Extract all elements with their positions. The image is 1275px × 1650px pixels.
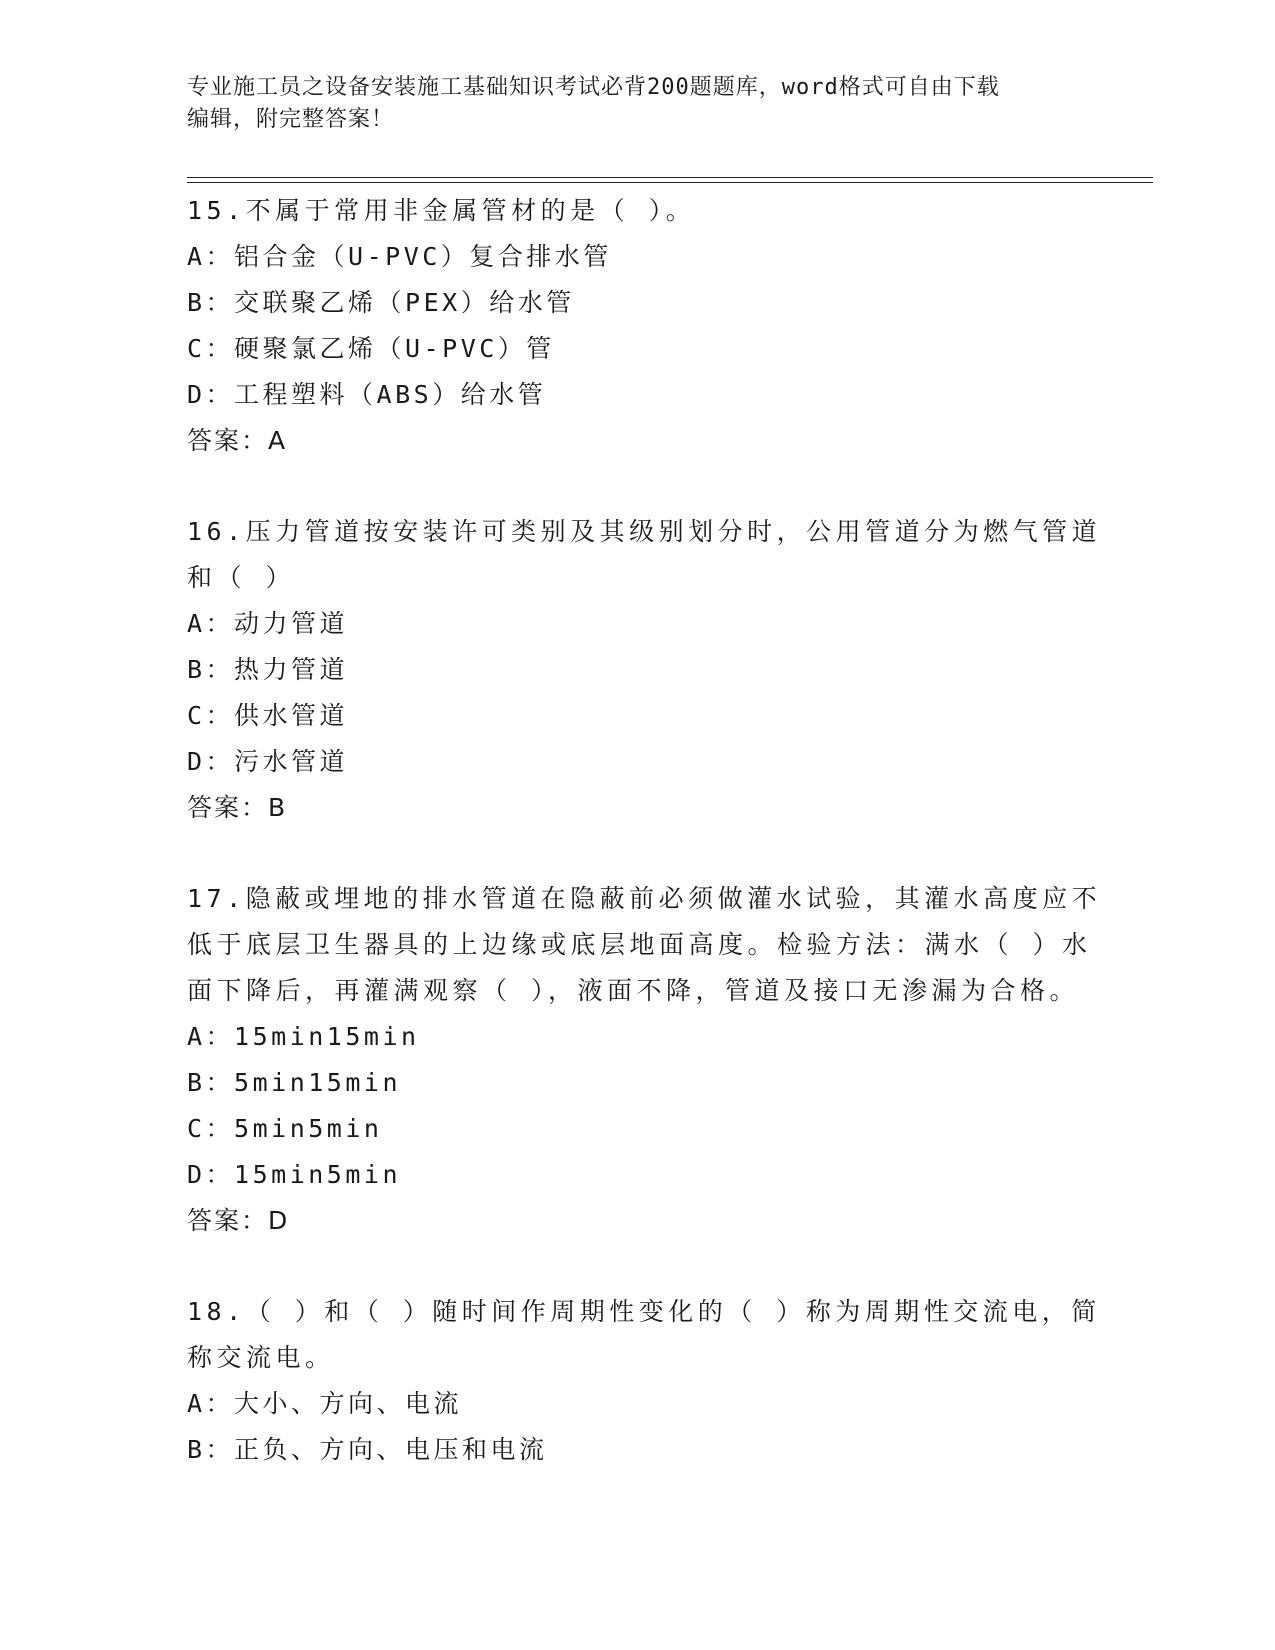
question-stem-continued: 和（ ） [187,563,296,592]
question-17 [187,876,1102,1244]
option-c: C：硬聚氯乙烯（U-PVC）管 [187,334,555,363]
option-b: B：热力管道 [187,655,349,684]
question-16 [187,509,1102,831]
question-15 [187,188,1087,464]
header-divider-top [187,177,1153,178]
option-c: C：供水管道 [187,701,349,730]
question-list [187,188,1102,1473]
question-stem: 17.隐蔽或埋地的排水管道在隐蔽前必须做灌水试验，其灌水高度应不 [187,884,1102,913]
document-header [187,72,1087,136]
answer: 答案：B [187,793,288,822]
question-stem: 15.不属于常用非金属管材的是（ ）。 [187,196,696,225]
question-stem-continued: 面下降后，再灌满观察（ ），液面不降，管道及接口无渗漏为合格。 [187,976,1080,1005]
option-a: A：大小、方向、电流 [187,1389,463,1418]
option-b: B：交联聚乙烯（PEX）给水管 [187,288,575,317]
option-a: A：15min15min [187,1022,420,1051]
header-line-2: 编辑，附完整答案！ [187,107,395,132]
option-d: D：污水管道 [187,747,349,776]
option-c: C：5min5min [187,1114,383,1143]
question-18 [187,1289,1101,1473]
answer: 答案：A [187,426,288,455]
option-a: A：铝合金（U-PVC）复合排水管 [187,242,612,271]
question-stem-continued: 称交流电。 [187,1343,335,1372]
header-divider-bottom [187,182,1153,183]
answer: 答案：D [187,1206,290,1235]
option-d: D：工程塑料（ABS）给水管 [187,380,547,409]
option-b: B：5min15min [187,1068,402,1097]
option-d: D：15min5min [187,1160,402,1189]
question-stem: 16.压力管道按安装许可类别及其级别划分时，公用管道分为燃气管道 [187,517,1102,546]
option-b: B：正负、方向、电压和电流 [187,1435,548,1464]
header-line-1: 专业施工员之设备安装施工基础知识考试必背200题题库，word格式可自由下载 [187,75,1000,100]
question-stem: 18.（ ）和（ ）随时间作周期性变化的（ ）称为周期性交流电，简 [187,1297,1101,1326]
question-stem-continued: 低于底层卫生器具的上边缘或底层地面高度。检验方法：满水（ ）水 [187,930,1092,959]
option-a: A：动力管道 [187,609,349,638]
